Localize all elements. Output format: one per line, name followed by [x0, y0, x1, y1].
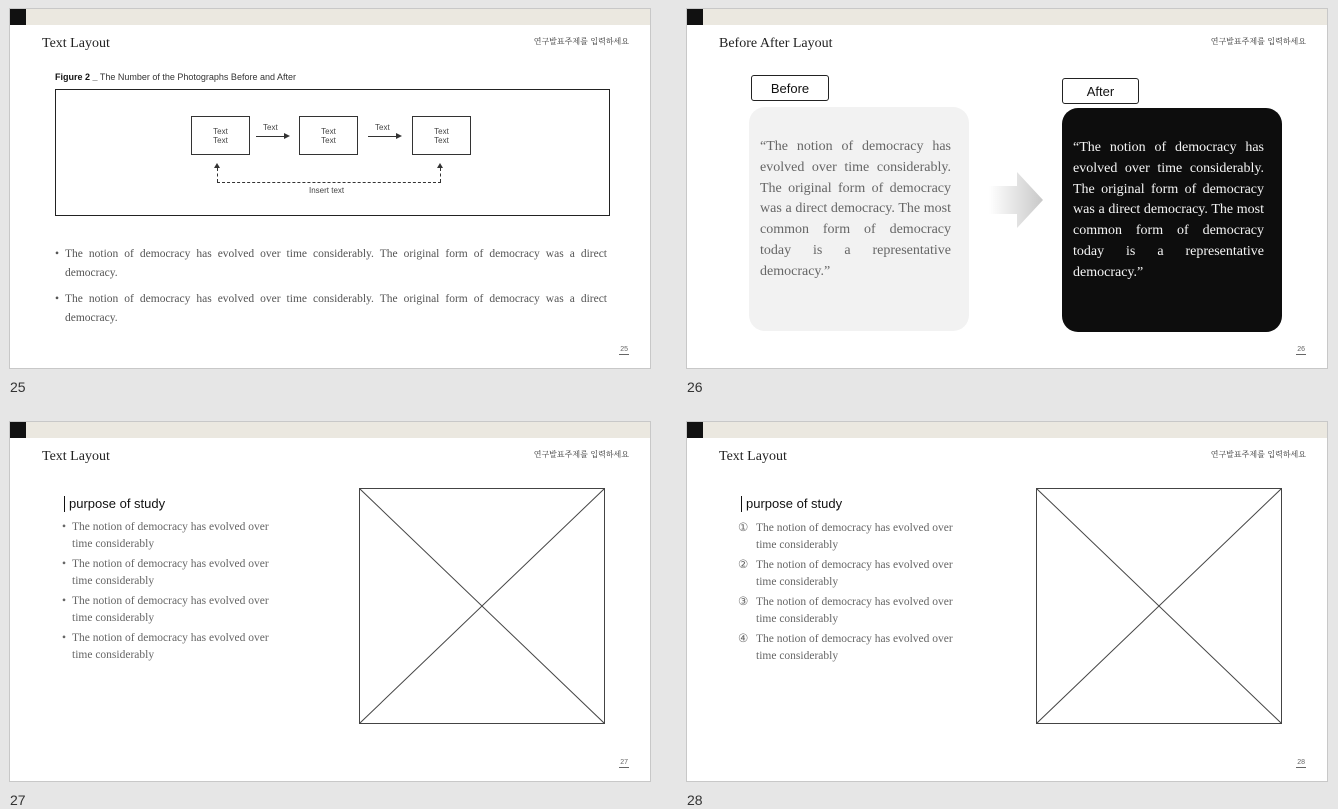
figure-box	[55, 89, 610, 216]
slide-subject: 연구발표주제를 입력하세요	[1210, 450, 1306, 459]
before-card: “The notion of democracy has evolved over time considerably. The original form of democracy was a direct democracy. The most common form of democracy today is a representative democracy.”	[749, 107, 969, 331]
arrow-label-2: Text	[375, 123, 390, 132]
slide-subject: 연구발표주제를 입력하세요	[533, 37, 629, 46]
bullet-marker: •	[62, 595, 67, 607]
bullet-list	[62, 519, 292, 667]
arrow-head-1	[284, 133, 290, 139]
feedback-line-left	[217, 168, 218, 182]
slide-thumbnail-28[interactable]	[686, 421, 1328, 782]
insert-text-label: Insert text	[309, 186, 345, 195]
after-card: “The notion of democracy has evolved over time considerably. The original form of democracy was a direct democracy. The most common form of democracy today is a representative democracy.”	[1062, 108, 1282, 332]
feedback-arrowhead	[437, 163, 443, 168]
corner-block	[687, 9, 703, 25]
slide-thumbnail-25[interactable]	[9, 8, 651, 369]
bullet-item: • The notion of democracy has evolved over time considerably. The original form of democracy was a direct democracy.	[55, 290, 607, 328]
page-number: 25	[620, 346, 628, 353]
list-item	[62, 630, 292, 664]
slide-title: Text Layout	[42, 449, 110, 464]
slide-number-label: 26	[687, 379, 703, 395]
figure-caption	[55, 72, 296, 82]
list-item-text: The notion of democracy has evolved over time considerably	[756, 522, 953, 551]
number-marker: ③	[738, 596, 749, 608]
right-arrow-icon	[989, 172, 1043, 228]
arrow-label-1: Text	[263, 123, 278, 132]
page-number: 26	[1297, 346, 1305, 353]
list-item-text: The notion of democracy has evolved over time considerably	[756, 596, 953, 625]
slide-number-label: 27	[10, 792, 26, 808]
list-item-text: The notion of democracy has evolved over time considerably	[756, 633, 953, 662]
slide-subject: 연구발표주제를 입력하세요	[1210, 37, 1306, 46]
arrow-line-2	[368, 136, 396, 137]
bullet-marker: •	[62, 521, 67, 533]
flow-node-1	[191, 116, 250, 155]
after-tag: After	[1062, 78, 1139, 104]
feedback-arrowhead	[214, 163, 220, 168]
image-placeholder	[1036, 488, 1282, 724]
slide-number-label: 25	[10, 379, 26, 395]
list-item-text: The notion of democracy has evolved over time considerably	[72, 595, 269, 624]
feedback-line-right	[440, 168, 441, 182]
slide-header-bar	[10, 422, 650, 438]
arrow-line-1	[256, 136, 284, 137]
list-item	[62, 556, 292, 590]
placeholder-cross-icon	[360, 489, 604, 723]
bullet-marker: •	[62, 632, 67, 644]
figure-caption-label: Figure 2 _	[55, 72, 98, 82]
corner-block	[10, 422, 26, 438]
bullet-list	[55, 245, 607, 335]
flow-node-3	[412, 116, 471, 155]
node-text: Text	[213, 135, 228, 145]
corner-block	[10, 9, 26, 25]
node-text: Text	[213, 126, 228, 136]
list-item-text: The notion of democracy has evolved over time considerably	[72, 558, 269, 587]
slide-title: Text Layout	[719, 449, 787, 464]
number-marker: ④	[738, 633, 749, 645]
slide-header-bar	[687, 422, 1327, 438]
page-number: 28	[1297, 759, 1305, 766]
figure-caption-text: The Number of the Photographs Before and After	[99, 72, 296, 82]
slide-thumbnail-27[interactable]	[9, 421, 651, 782]
placeholder-cross-icon	[1037, 489, 1281, 723]
arrow-head-2	[396, 133, 402, 139]
flow-node-2	[299, 116, 358, 155]
image-placeholder	[359, 488, 605, 724]
list-item-text: The notion of democracy has evolved over time considerably	[72, 521, 269, 550]
slide-header-bar	[687, 9, 1327, 25]
list-item	[62, 593, 292, 627]
section-heading: purpose of study	[64, 496, 165, 512]
number-marker: ①	[738, 522, 749, 534]
before-tag: Before	[751, 75, 829, 101]
list-item	[738, 520, 968, 554]
number-marker: ②	[738, 559, 749, 571]
node-text: Text	[434, 135, 449, 145]
list-item	[738, 594, 968, 628]
slide-header-bar	[10, 9, 650, 25]
numbered-list	[738, 520, 968, 668]
node-text: Text	[434, 126, 449, 136]
list-item-text: The notion of democracy has evolved over time considerably	[756, 559, 953, 588]
slide-title: Before After Layout	[719, 36, 833, 51]
slide-number-label: 28	[687, 792, 703, 808]
section-heading: purpose of study	[741, 496, 842, 512]
bullet-marker: •	[62, 558, 67, 570]
bullet-item: • The notion of democracy has evolved over time considerably. The original form of democracy was a direct democracy.	[55, 245, 607, 283]
slide-subject: 연구발표주제를 입력하세요	[533, 450, 629, 459]
list-item	[738, 557, 968, 591]
page-number: 27	[620, 759, 628, 766]
node-text: Text	[321, 135, 336, 145]
list-item-text: The notion of democracy has evolved over time considerably	[72, 632, 269, 661]
node-text: Text	[321, 126, 336, 136]
slide-title: Text Layout	[42, 36, 110, 51]
list-item	[738, 631, 968, 665]
corner-block	[687, 422, 703, 438]
slide-thumbnail-26[interactable]	[686, 8, 1328, 369]
list-item	[62, 519, 292, 553]
feedback-line-bottom	[217, 182, 441, 183]
